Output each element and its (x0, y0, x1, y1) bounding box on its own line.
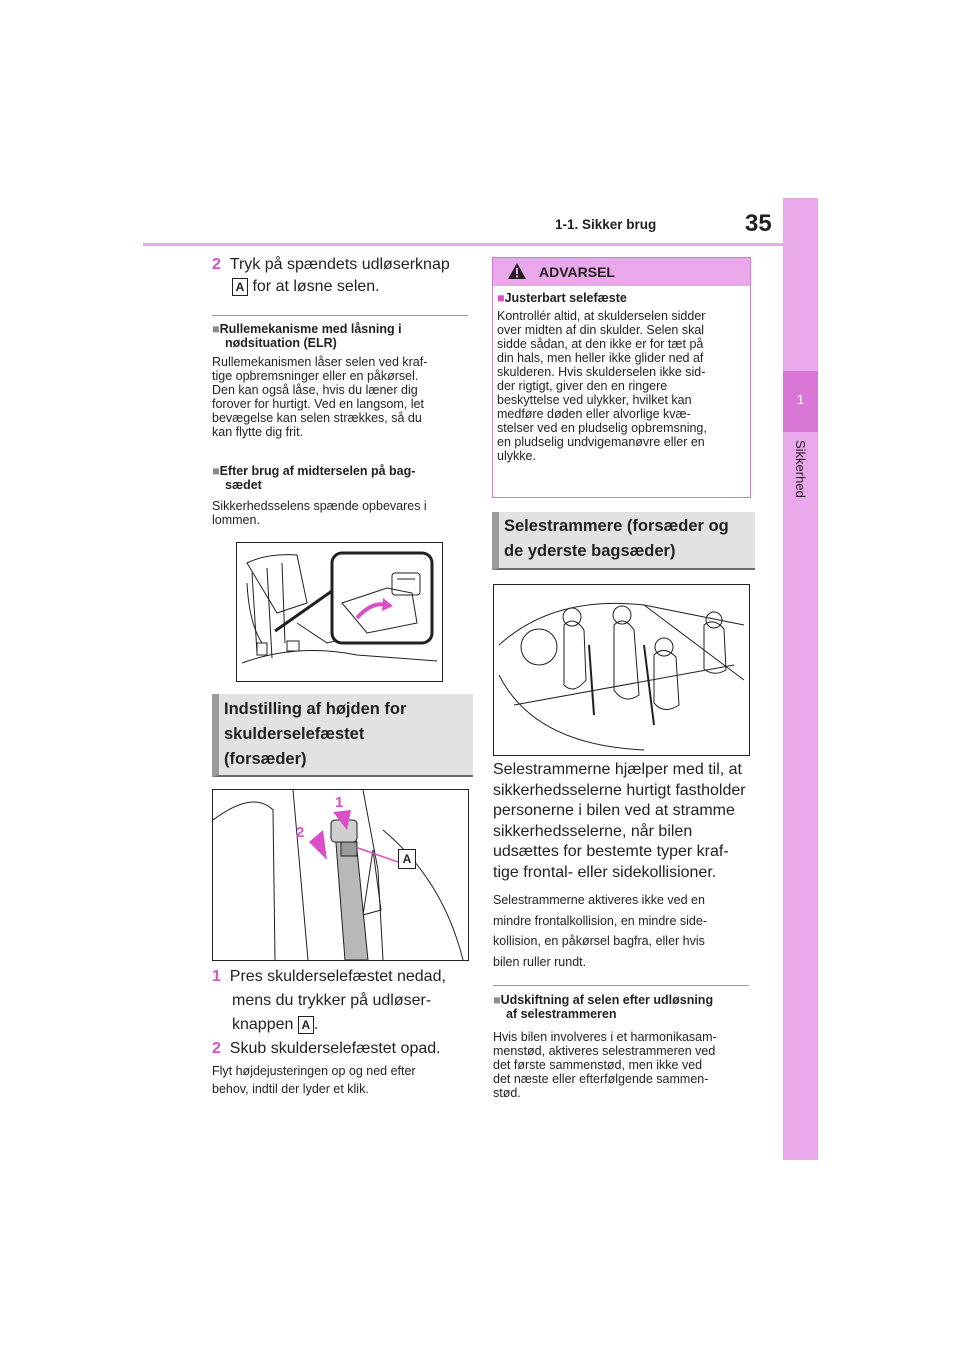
figure-label-a: A (398, 849, 416, 869)
replace-heading: ■Udskiftning af selen efter udløsning af selestrammeren (493, 993, 714, 1021)
figure-label-1: 1 (335, 794, 344, 811)
chapter-tab (783, 198, 818, 1160)
after-use-body: Sikkerhedsselens spænde opbevares i lommen. (212, 499, 427, 527)
step-1-line2: mens du trykker på udløser- (232, 992, 432, 1009)
divider (493, 985, 749, 986)
step-1-press: 1 Pres skulderselefæstet nedad, (212, 968, 446, 985)
chapter-number: 1 (796, 392, 805, 407)
warning-icon (507, 262, 527, 280)
divider (212, 315, 468, 316)
height-adjust-heading: Indstilling af højden for skulderselefæstet (forsæder) (212, 694, 473, 777)
warning-heading: ■Justerbart selefæste (497, 291, 627, 305)
pretensioner-note: Selestrammerne aktiveres ikke ved en mindre frontalkollision, en mindre side- kollision, en påkørsel bagfra, eller hvis bilen ruller rundt. (493, 893, 707, 969)
warning-box (492, 257, 751, 498)
warning-body: Kontrollér altid, at skulderselen sidder over midten af din skulder. Selen skal sidde sådan, at den ikke er for tæt på din hals, men heller ikke glider ned af skulderen. Hvis skulderselen ikke sid- der rigtigt, giver den en ringere beskyttelse ved ulykker, hvilket kan medføre døden eller alvorlige kvæ- stelser ved en pludselig opbremsning, en pludselig undvigemanøvre eller en ulykke. (497, 309, 707, 463)
pretensioner-illustration (493, 584, 750, 756)
chapter-name: Sikkerhed (793, 440, 808, 498)
marker-a: A (298, 1016, 314, 1034)
step-2-push: 2 Skub skulderselefæstet opad. (212, 1040, 441, 1057)
figure-label-2: 2 (296, 824, 305, 841)
height-adjust-note: Flyt højdejusteringen op og ned efter behov, indtil der lyder et klik. (212, 1064, 416, 1096)
marker-a: A (232, 278, 248, 296)
warning-title: ADVARSEL (539, 264, 615, 280)
elr-heading: ■Rullemekanisme med låsning i nødsituation (ELR) (212, 322, 402, 350)
warning-header (493, 258, 750, 286)
step-2-unbuckle: 2 Tryk på spændets udløserknap A for at løsne selen. (212, 256, 450, 295)
replace-body: Hvis bilen involveres i et harmonikasam- menstød, aktiveres selestrammeren ved det første sammenstød, men ikke ved det næste eller efterfølgende sammen- stød. (493, 1030, 717, 1100)
rear-seat-buckle-illustration (236, 542, 443, 682)
pretensioner-heading: Selestrammere (forsæder og de yderste bagsæder) (492, 512, 755, 570)
after-use-heading: ■Efter brug af midterselen på bag- sædet (212, 464, 416, 492)
page-number: 35 (745, 210, 772, 237)
elr-body: Rullemekanismen låser selen ved kraf- tige opbremsninger eller en påkørsel. Den kan også låse, hvis du læner dig forover for hurtigt. Ved en langsom, let bevægelse kan selen strækkes, så du kan flytte dig frit. (212, 355, 428, 439)
shoulder-anchor-illustration (212, 789, 469, 961)
section-title: 1-1. Sikker brug (555, 217, 657, 232)
pretensioner-text: Selestrammerne hjælper med til, at sikkerhedsselerne hurtigt fastholder personerne i bilen ved at stramme sikkerhedsselerne, når bilen udsættes for bestemte typer kraf- tige frontal- eller sidekollisioner. (493, 761, 746, 881)
header-rule (143, 243, 783, 246)
step-1-line3: knappen A . (232, 1016, 319, 1033)
